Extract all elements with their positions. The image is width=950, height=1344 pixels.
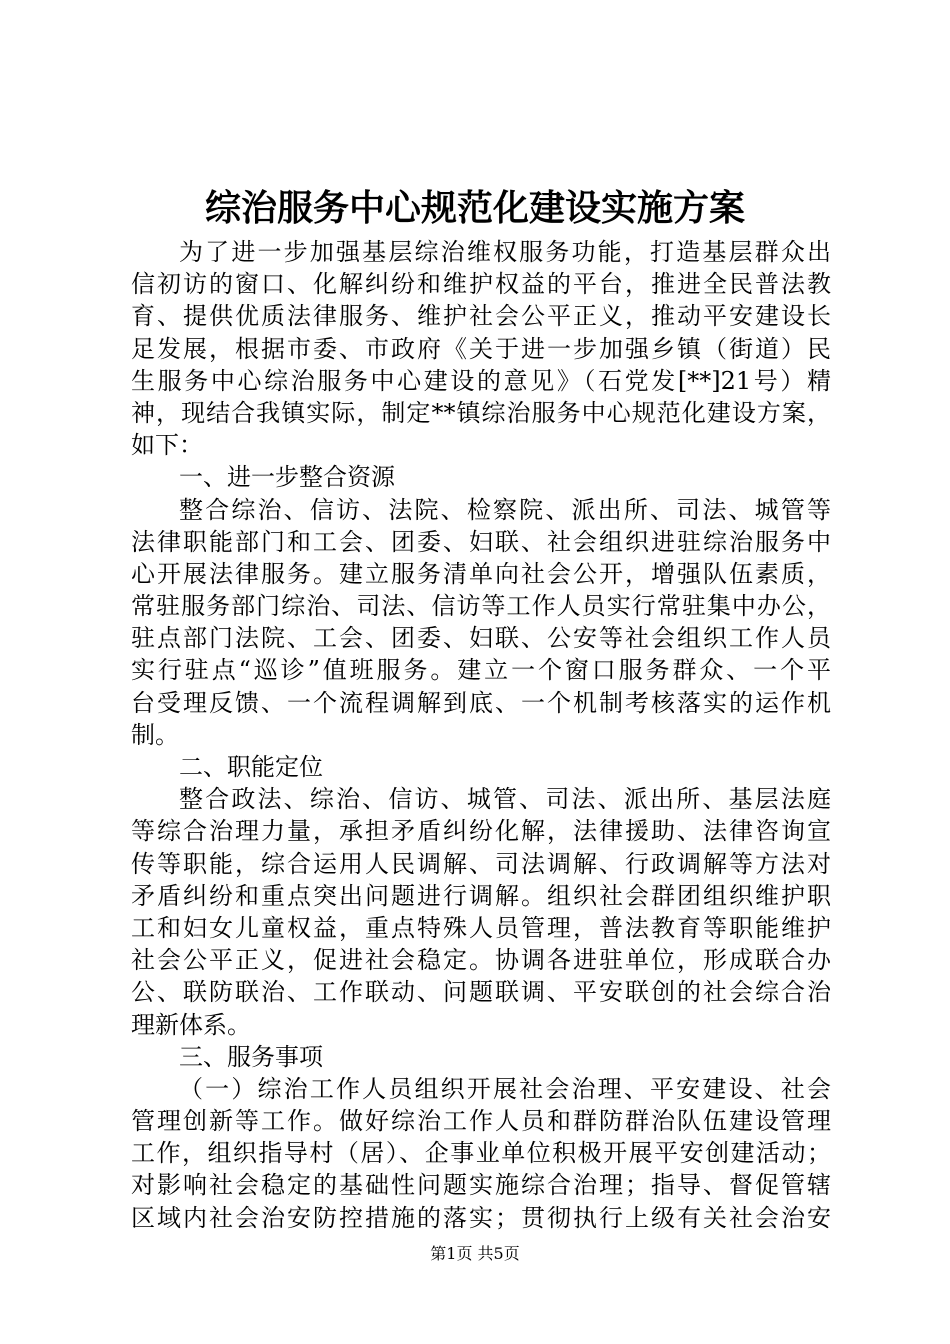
paragraph-line: 矛盾纠纷和重点突出问题进行调解。组织社会群团组织维护职	[131, 881, 831, 910]
section-heading: 二、职能定位	[179, 753, 323, 781]
paragraph-line: 实行驻点“巡诊”值班服务。建立一个窗口服务群众、一个平	[131, 656, 831, 685]
section-heading: 一、进一步整合资源	[179, 463, 395, 492]
paragraph-line: 区域内社会治安防控措施的落实；贯彻执行上级有关社会治安	[131, 1203, 831, 1232]
paragraph-line: 法律职能部门和工会、团委、妇联、社会组织进驻综治服务中	[131, 527, 831, 556]
page-title: 综治服务中心规范化建设实施方案	[204, 187, 745, 229]
paragraph-line: 工作，组织指导村（居）、企事业单位积极开展平安创建活动；	[131, 1139, 831, 1168]
paragraph-first-line: 为了进一步加强基层综治维权服务功能，打造基层群众出	[179, 238, 831, 266]
paragraph-first-line: 整合综治、信访、法院、检察院、派出所、司法、城管等	[179, 495, 831, 524]
paragraph-line: 神，现结合我镇实际，制定**镇综治服务中心规范化建设方案，	[131, 398, 831, 427]
paragraph-line: 信初访的窗口、化解纠纷和维护权益的平台，推进全民普法教	[131, 270, 831, 299]
paragraph-line: 台受理反馈、一个流程调解到底、一个机制考核落实的运作机	[131, 688, 831, 717]
paragraph-line: 传等职能，综合运用人民调解、司法调解、行政调解等方法对	[131, 849, 831, 878]
paragraph-line: 对影响社会稳定的基础性问题实施综合治理；指导、督促管辖	[131, 1171, 831, 1200]
section-heading: 三、服务事项	[179, 1042, 323, 1071]
paragraph-first-line: 整合政法、综治、信访、城管、司法、派出所、基层法庭	[179, 785, 831, 814]
page-footer: 第1页 共5页	[430, 1244, 520, 1263]
paragraph-line: 生服务中心综治服务中心建设的意见》（石党发[**]21号）精	[131, 366, 831, 395]
paragraph-line: 心开展法律服务。建立服务清单向社会公开，增强队伍素质，	[131, 559, 831, 588]
paragraph-line: 公、联防联治、工作联动、问题联调、平安联创的社会综合治	[131, 978, 831, 1007]
paragraph-line: 等综合治理力量，承担矛盾纠纷化解，法律援助、法律咨询宣	[131, 817, 831, 846]
paragraph-line: 育、提供优质法律服务、维护社会公平正义，推动平安建设长	[131, 302, 831, 331]
paragraph-line: 工和妇女儿童权益，重点特殊人员管理，普法教育等职能维护	[131, 913, 831, 942]
paragraph-line: 足发展，根据市委、市政府《关于进一步加强乡镇（街道）民	[131, 334, 831, 363]
body-text	[131, 236, 831, 1234]
paragraph-last-line: 理新体系。	[131, 1010, 251, 1039]
paragraph-last-line: 制。	[131, 720, 179, 749]
paragraph-last-line: 如下：	[131, 431, 203, 460]
paragraph-first-line: （一）综治工作人员组织开展社会治理、平安建设、社会	[179, 1074, 831, 1103]
paragraph-line: 常驻服务部门综治、司法、信访等工作人员实行常驻集中办公，	[131, 592, 831, 621]
paragraph-line: 管理创新等工作。做好综治工作人员和群防群治队伍建设管理	[131, 1107, 831, 1136]
paragraph-line: 驻点部门法院、工会、团委、妇联、公安等社会组织工作人员	[131, 624, 831, 653]
paragraph-line: 社会公平正义，促进社会稳定。协调各进驻单位，形成联合办	[131, 946, 831, 975]
